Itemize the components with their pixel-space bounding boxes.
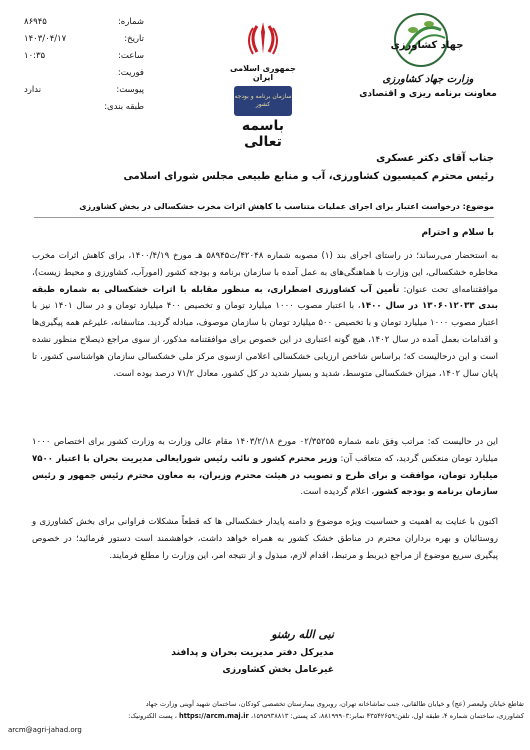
meta-attachment [24, 82, 144, 99]
meta-number [24, 14, 144, 31]
footer [6, 698, 524, 736]
classification-value [24, 99, 98, 116]
attachment-value: ندارد [24, 85, 42, 95]
signer-role-2: غیرعامل بخش کشاورزی [222, 664, 334, 675]
meta-date [24, 31, 144, 48]
meta-classification [24, 99, 144, 116]
footer-website-link[interactable]: https://arcm.maj.ir [179, 712, 249, 720]
meta-time [24, 48, 144, 65]
signature-block [171, 628, 334, 678]
logo-text: جهاد کشاورزی [391, 40, 464, 51]
urgency-value [24, 65, 98, 82]
date-label: تاریخ: [124, 34, 144, 44]
addressee-title: رئیس محترم کمیسیون کشاورزی، آب و منابع طبیعی مجلس شورای اسلامی [123, 171, 494, 182]
meta-urgency [24, 65, 144, 82]
greeting: با سلام و احترام [421, 228, 494, 238]
department-name: معاونت برنامه ریزی و اقتصادی [359, 89, 497, 99]
footer-address-2 [6, 710, 524, 722]
addressee-name: جناب آقای دکتر عسکری [376, 153, 494, 164]
paragraph-3: اکنون با عنایت به اهمیت و حساسیت ویژه موضوع و دامنه پایدار خشکسالی ها که قطعاً مشکلات فراوانی برای بخش کشاورزی و روستائیان و بهره برداران محترم در مناطق خشک کشور به همراه خواهد داشت، خواهشمند است دستور فرمائید؛ در خصوص پیگیری سریع موضوع از مراجع ذیربط و مرتبط، اقدام لازم، مبذول و از نتیجه امر، این وزارت را مطلع فرمایند. [32, 517, 498, 561]
time-label: ساعت: [118, 51, 144, 61]
footer-address-1: تقاطع خیابان ولیعصر (عج) و خیابان طالقانی، جنب تماشاخانه تهران، روبروی بیمارستان تخصصی کودکان، ساختمان شهید آوینی وزارت جهاد [145, 700, 524, 708]
footer-contact: کشاورزی، ساختمان شماره ۴، طبقه اول، تلفن:۴۳۵۴۲۶۵۹ نمابر:۸۸۱۹۹۹۰۳، کد پستی: ۱۵۹۵۹۳۸۸۱۳، [248, 712, 524, 720]
urgency-label: فوریت: [117, 68, 144, 78]
jahad-logo-icon [391, 10, 465, 70]
subject-line [34, 200, 494, 218]
p1-text-bold: تأمین آب کشاورزی اضطراری، به منظور مقابله با اثرات خشکسالی به شماره طبقه بندی ۱۳۰۶۰۱۲۰۳۳ در سال ۱۴۰۰ [32, 284, 498, 312]
p1-text-a: به استحضار می‌رساند؛ در راستای اجرای بند (۱) مصوبه شماره ۴۲۰۴۸/ت۵۸۹۴۵ هـ مورخ ۱۴۰۰/۴/۱۹، برای کاهش اثرات مخرب مخاطره خشکسالی، این وزارت با هماهنگی‌های به عمل آمده با سازمان برنامه و بودجه کشور (امورآب، کشاورزی و محیط زیست)، موافقتنامه‌ای تحت عنوان: [32, 251, 499, 295]
national-emblem [222, 18, 304, 150]
date-value: ۱۴۰۳/۰۴/۱۷ [24, 34, 67, 44]
footer-email-link[interactable]: arcm@agri-jahad.org [8, 726, 82, 734]
basmeh-taali: باسمه تعالی [241, 118, 285, 150]
paragraph-2 [32, 434, 498, 501]
p2-text-bold: وزیر محترم کشور و نائب رئیس شورایعالی مدیریت بحران با اعتبار ۷۵۰۰ میلیارد تومان، موافقت و برای طرح و تصویب در هیئت محترم وزیران، به معاون محترم رئیس جمهور و رئیس سازمان برنامه و بودجه کشور [32, 453, 498, 498]
classification-label: طبقه بندی: [104, 102, 144, 112]
subject-text: درخواست اعتبار برای اجرای عملیات متناسب با کاهش اثرات مخرب خشکسالی در بخش کشاورزی [79, 202, 460, 211]
ministry-name: وزارت جهاد کشاورزی [382, 74, 474, 85]
time-value: ۱۰:۳۵ [24, 51, 46, 61]
p1-text-c: ، با اعتبار مصوب ۱۰۰۰ میلیارد تومان و تخصیص ۴۰۰ میلیارد تومان و در سال ۱۴۰۱ نیز با اعتبار مصوب ۱۰۰۰ میلیارد تومان و با تخصیص ۵۰۰ میلیارد تومان با سازمان موصوف، مبادله گردید. متاسفانه، علیرغم همه پیگیری‌ها و اقدامات بعمل آمده در سال ۱۴۰۲، هیچ گونه اعتباری در این خصوص برای موافقتنامه مذکور، از سوی مراجع ذیصلاح منظور نشده است و این درحالیست که؛ براساس شاخص ارزیابی خشکسالی اعلامی ازسوی مرکز ملی خشکسالی سازمان هواشناسی کشور، تا پایان سال ۱۴۰۲، میزان خشکسالی متوسط، شدید و بسیار شدید در کل کشور، معادل ۷۱/۲ درصد بوده است. [32, 301, 498, 379]
plan-budget-seal: سازمان برنامه و بودجه کشور [234, 86, 292, 116]
ministry-header [348, 10, 508, 99]
number-value: ۸۶۹۴۵ [24, 17, 47, 27]
iran-emblem-icon [245, 18, 281, 58]
handwritten-signature: نبی الله رشنو [271, 628, 334, 641]
p2-text-c: ، اعلام گردیده است. [300, 487, 375, 498]
addressee [34, 150, 494, 186]
footer-email-label: ، پست الکترونیک: [128, 712, 180, 720]
subject-label: موضوع: [462, 202, 494, 211]
paragraph-1 [32, 248, 498, 382]
p2-text-a: این در حالیست که: مراتب وفق نامه شماره ۰۲/۳۵۲۵۵ مورخ ۱۴۰۳/۲/۱۸ مقام عالی وزارت به وزارت کشور برای اختصاص ۱۰۰۰ میلیارد تومان منعکس گردید، که متعاقب آن: [32, 437, 498, 464]
attachment-label: پیوست: [116, 85, 144, 95]
number-label: شماره: [117, 17, 144, 27]
signer-role-1: مدیرکل دفتر مدیریت بحران و پدافند [171, 647, 334, 658]
country-name: جمهوری اسلامی ایران [230, 64, 296, 82]
letter-meta [24, 14, 144, 116]
